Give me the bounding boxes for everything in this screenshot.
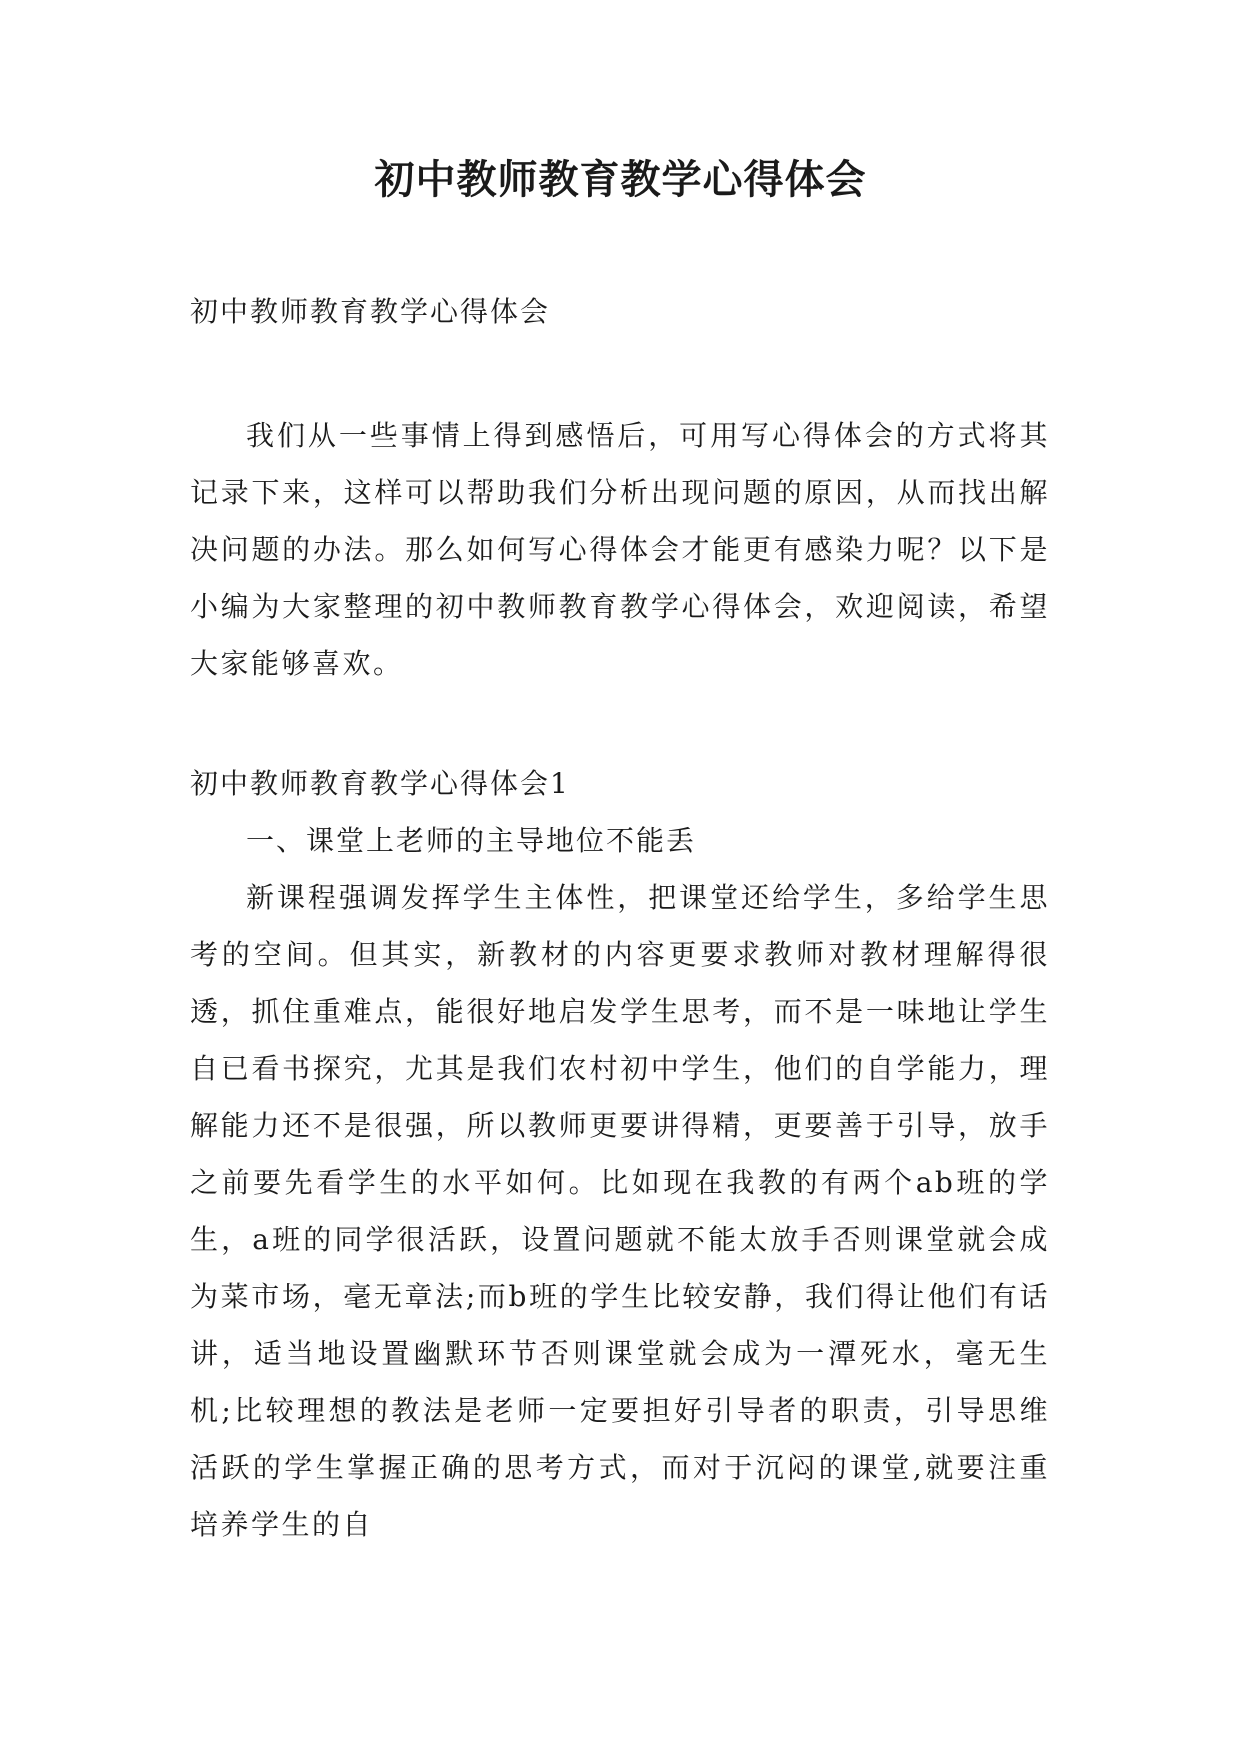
document-body: [190, 283, 1050, 1553]
document-title: 初中教师教育教学心得体会: [374, 156, 867, 203]
document-subtitle: 初中教师教育教学心得体会: [190, 295, 551, 328]
intro-paragraph: 我们从一些事情上得到感悟后，可用写心得体会的方式将其记录下来，这样可以帮助我们分析出现问题的原因，从而找出解决问题的办法。那么如何写心得体会才能更有感染力呢？以下是小编为大家整理的初中教师教育教学心得体会，欢迎阅读，希望大家能够喜欢。: [190, 419, 1050, 680]
section-heading: 一、课堂上老师的主导地位不能丢: [246, 824, 697, 857]
body-paragraph: 新课程强调发挥学生主体性，把课堂还给学生，多给学生思考的空间。但其实，新教材的内容更要求教师对教材理解得很透，抓住重难点，能很好地启发学生思考，而不是一味地让学生自已看书探究，尤其是我们农村初中学生，他们的自学能力，理解能力还不是很强，所以教师更要讲得精，更要善于引导，放手之前要先看学生的水平如何。比如现在我教的有两个ab班的学生，a班的同学很活跃，设置问题就不能太放手否则课堂就会成为菜市场，毫无章法;而b班的学生比较安静，我们得让他们有话讲，适当地设置幽默环节否则课堂就会成为一潭死水，毫无生机;比较理想的教法是老师一定要担好引导者的职责，引导思维活跃的学生掌握正确的思考方式，而对于沉闷的课堂,就要注重培养学生的自: [190, 881, 1050, 1541]
section-title: 初中教师教育教学心得体会1: [190, 767, 570, 800]
